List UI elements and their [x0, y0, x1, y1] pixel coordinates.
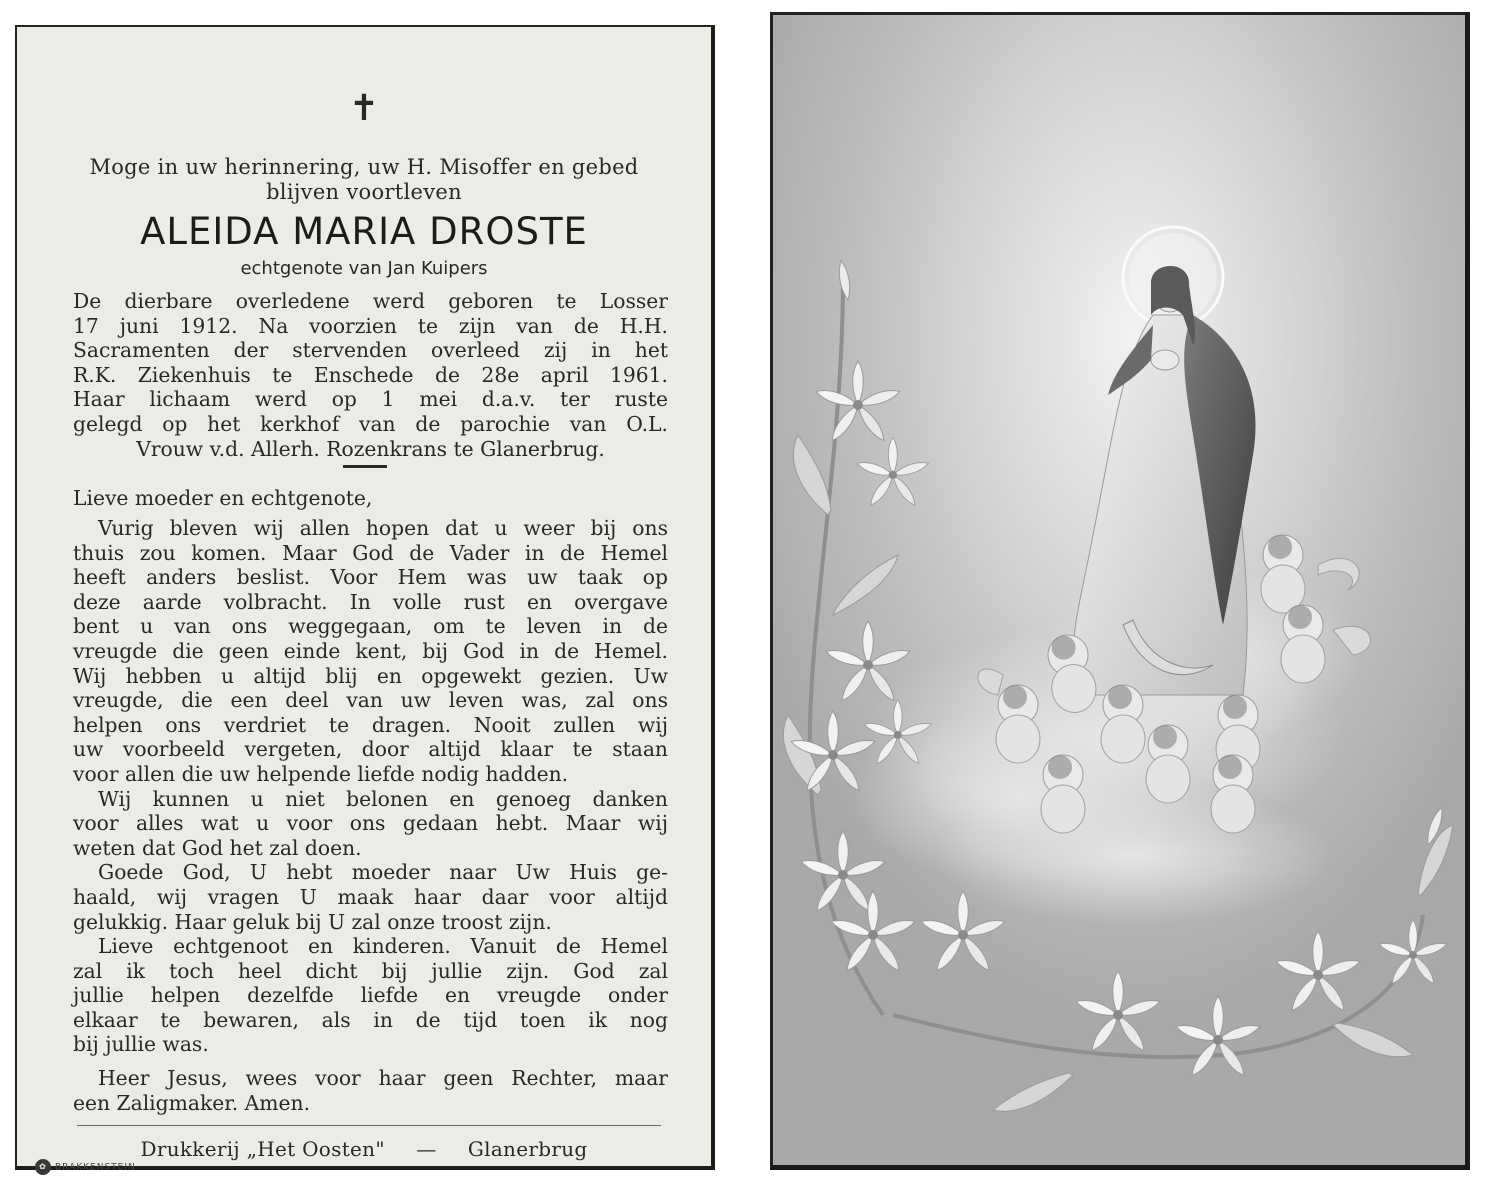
body-line: bent u van ons weggegaan, om te leven in de — [73, 614, 668, 639]
intro-line: blijven voortleven — [266, 180, 462, 204]
body-line: thuis zou komen. Maar God de Vader in de Hemel — [73, 540, 668, 565]
publisher-mark-icon: ✿ — [35, 1159, 51, 1175]
body-line: voor allen die uw helpende liefde nodig hadden. — [73, 761, 569, 786]
intro-text — [57, 155, 671, 205]
body-line: Lieve echtgenoot en kinderen. Vanuit de Hemel — [98, 934, 668, 959]
farewell-text — [73, 516, 668, 1057]
closing-line: Heer Jesus, wees voor haar geen Rechter, maar — [98, 1066, 668, 1090]
closing-prayer — [73, 1066, 668, 1115]
closing-line: een Zaligmaker. Amen. — [73, 1090, 311, 1115]
body-line: Wij kunnen u niet belonen en genoeg danken — [98, 786, 668, 811]
body-line: gelukkig. Haar geluk bij U zal onze troost zijn. — [73, 909, 552, 934]
bio-line: gelegd op het kerkhof van de parochie van O.L. — [73, 411, 668, 436]
cross-icon: ✝ — [348, 88, 380, 129]
publisher-mark-text: BRAKKENSTEIN — [55, 1162, 136, 1173]
body-line: weten dat God het zal doen. — [73, 835, 362, 860]
body-line: heeft anders beslist. Voor Hem was uw taak op — [73, 565, 668, 590]
printer-name: Drukkerij „Het Oosten" — [140, 1137, 385, 1161]
body-line: Vurig bleven wij allen hopen dat u weer bij ons — [98, 516, 668, 540]
memorial-card-image-side — [770, 12, 1470, 1170]
publisher-logo — [35, 1159, 136, 1176]
bio-line: Vrouw v.d. Allerh. Rozenkrans te Glanerbrug. — [136, 436, 605, 461]
body-line: Wij hebben u altijd blij en opgewekt gezien. Uw — [73, 663, 668, 688]
spouse-line: echtgenote van Jan Kuipers — [240, 258, 488, 279]
body-line: vreugde die geen einde kent, bij God in de Hemel. — [73, 638, 668, 663]
printer-dash: — — [416, 1137, 437, 1161]
body-line: bij jullie was. — [73, 1032, 209, 1057]
salutation: Lieve moeder en echtgenote, — [73, 486, 373, 510]
footer-divider — [77, 1125, 661, 1126]
deceased-name: ALEIDA MARIA DROSTE — [140, 210, 588, 253]
body-line: haald, wij vragen U maak haar daar voor altijd — [73, 884, 668, 909]
bio-line: Haar lichaam werd op 1 mei d.a.v. ter ruste — [73, 387, 668, 412]
madonna-illustration — [773, 15, 1465, 1165]
body-line: voor alles wat u voor ons gedaan hebt. Maar wij — [73, 811, 668, 836]
body-line: vreugde, die een deel van uw leven was, zal ons — [73, 688, 668, 713]
bio-line: R.K. Ziekenhuis te Enschede de 28e april 1961. — [73, 362, 668, 387]
body-line: Goede God, U hebt moeder naar Uw Huis ge- — [98, 860, 668, 885]
body-line: elkaar te bewaren, als in de tijd toen ik nog — [73, 1007, 668, 1032]
section-divider — [343, 465, 387, 468]
body-line: deze aarde volbracht. In volle rust en overgave — [73, 589, 668, 614]
printer-location: Glanerbrug — [467, 1137, 588, 1161]
body-line: zal ik toch heel dicht bij jullie zijn. God zal — [73, 958, 668, 983]
body-line: uw voorbeeld vergeten, door altijd klaar te staan — [73, 737, 668, 762]
bio-line: Sacramenten der stervenden overleed zij in het — [73, 338, 668, 363]
bio-line: De dierbare overledene werd geboren te Losser — [73, 289, 668, 313]
biography-paragraph — [73, 289, 668, 461]
body-line: helpen ons verdriet te dragen. Nooit zullen wij — [73, 712, 668, 737]
bio-line: 17 juni 1912. Na voorzien te zijn van de H.H. — [73, 313, 668, 338]
intro-line: Moge in uw herinnering, uw H. Misoffer en gebed — [89, 155, 639, 179]
body-line: jullie helpen dezelfde liefde en vreugde onder — [73, 983, 668, 1008]
memorial-card-text-side — [15, 25, 715, 1173]
